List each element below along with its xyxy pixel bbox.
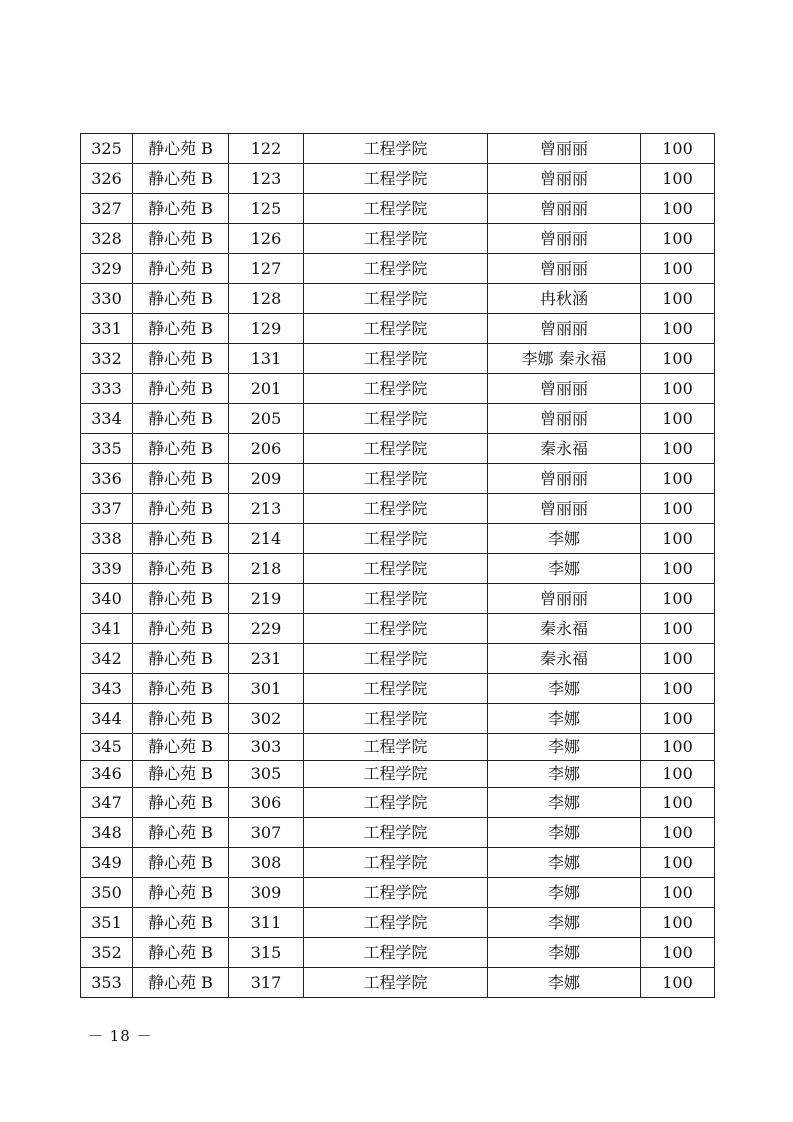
building-cell: 静心苑 B (133, 404, 229, 434)
table-row (81, 734, 715, 761)
row-number-cell: 352 (81, 938, 133, 968)
building-cell: 静心苑 B (133, 818, 229, 848)
college-cell: 工程学院 (304, 968, 488, 998)
counselor-cell: 李娜 (488, 788, 641, 818)
room-number-cell: 219 (229, 584, 304, 614)
score-cell: 100 (641, 134, 715, 164)
row-number-cell: 328 (81, 224, 133, 254)
table-row (81, 434, 715, 464)
college-cell: 工程学院 (304, 374, 488, 404)
table-row (81, 194, 715, 224)
building-cell: 静心苑 B (133, 734, 229, 761)
building-cell: 静心苑 B (133, 704, 229, 734)
table-row (81, 494, 715, 524)
table-row (81, 614, 715, 644)
score-cell: 100 (641, 788, 715, 818)
row-number-cell: 345 (81, 734, 133, 761)
college-cell: 工程学院 (304, 224, 488, 254)
table-row (81, 134, 715, 164)
building-cell: 静心苑 B (133, 344, 229, 374)
table-row (81, 314, 715, 344)
table-body (81, 134, 715, 998)
building-cell: 静心苑 B (133, 224, 229, 254)
row-number-cell: 339 (81, 554, 133, 584)
row-number-cell: 335 (81, 434, 133, 464)
college-cell: 工程学院 (304, 194, 488, 224)
building-cell: 静心苑 B (133, 164, 229, 194)
table-row (81, 584, 715, 614)
row-number-cell: 340 (81, 584, 133, 614)
score-cell: 100 (641, 908, 715, 938)
score-cell: 100 (641, 704, 715, 734)
building-cell: 静心苑 B (133, 878, 229, 908)
counselor-cell: 李娜 (488, 968, 641, 998)
building-cell: 静心苑 B (133, 584, 229, 614)
table-row (81, 284, 715, 314)
counselor-cell: 冉秋涵 (488, 284, 641, 314)
counselor-cell: 李娜 (488, 761, 641, 788)
table-row (81, 704, 715, 734)
college-cell: 工程学院 (304, 614, 488, 644)
room-number-cell: 303 (229, 734, 304, 761)
row-number-cell: 337 (81, 494, 133, 524)
room-number-cell: 309 (229, 878, 304, 908)
table-row (81, 404, 715, 434)
college-cell: 工程学院 (304, 704, 488, 734)
counselor-cell: 曾丽丽 (488, 164, 641, 194)
row-number-cell: 348 (81, 818, 133, 848)
college-cell: 工程学院 (304, 134, 488, 164)
row-number-cell: 346 (81, 761, 133, 788)
building-cell: 静心苑 B (133, 908, 229, 938)
score-cell: 100 (641, 584, 715, 614)
building-cell: 静心苑 B (133, 788, 229, 818)
counselor-cell: 曾丽丽 (488, 134, 641, 164)
building-cell: 静心苑 B (133, 761, 229, 788)
college-cell: 工程学院 (304, 164, 488, 194)
table-row (81, 818, 715, 848)
score-cell: 100 (641, 464, 715, 494)
building-cell: 静心苑 B (133, 674, 229, 704)
room-number-cell: 311 (229, 908, 304, 938)
counselor-cell: 李娜 秦永福 (488, 344, 641, 374)
row-number-cell: 343 (81, 674, 133, 704)
building-cell: 静心苑 B (133, 194, 229, 224)
college-cell: 工程学院 (304, 404, 488, 434)
college-cell: 工程学院 (304, 848, 488, 878)
counselor-cell: 曾丽丽 (488, 194, 641, 224)
counselor-cell: 李娜 (488, 938, 641, 968)
building-cell: 静心苑 B (133, 848, 229, 878)
counselor-cell: 曾丽丽 (488, 314, 641, 344)
room-number-cell: 206 (229, 434, 304, 464)
table-row (81, 344, 715, 374)
score-cell: 100 (641, 344, 715, 374)
building-cell: 静心苑 B (133, 374, 229, 404)
room-number-cell: 305 (229, 761, 304, 788)
college-cell: 工程学院 (304, 674, 488, 704)
table-row (81, 968, 715, 998)
room-number-cell: 127 (229, 254, 304, 284)
counselor-cell: 李娜 (488, 878, 641, 908)
room-number-cell: 218 (229, 554, 304, 584)
table-row (81, 164, 715, 194)
row-number-cell: 326 (81, 164, 133, 194)
college-cell: 工程学院 (304, 908, 488, 938)
building-cell: 静心苑 B (133, 314, 229, 344)
counselor-cell: 李娜 (488, 524, 641, 554)
table-row (81, 908, 715, 938)
row-number-cell: 338 (81, 524, 133, 554)
room-number-cell: 122 (229, 134, 304, 164)
counselor-cell: 李娜 (488, 908, 641, 938)
building-cell: 静心苑 B (133, 464, 229, 494)
score-cell: 100 (641, 194, 715, 224)
table-row (81, 788, 715, 818)
row-number-cell: 325 (81, 134, 133, 164)
counselor-cell: 李娜 (488, 848, 641, 878)
college-cell: 工程学院 (304, 878, 488, 908)
row-number-cell: 333 (81, 374, 133, 404)
room-number-cell: 231 (229, 644, 304, 674)
counselor-cell: 李娜 (488, 704, 641, 734)
row-number-cell: 331 (81, 314, 133, 344)
building-cell: 静心苑 B (133, 134, 229, 164)
score-cell: 100 (641, 494, 715, 524)
counselor-cell: 李娜 (488, 674, 641, 704)
building-cell: 静心苑 B (133, 284, 229, 314)
college-cell: 工程学院 (304, 284, 488, 314)
room-number-cell: 306 (229, 788, 304, 818)
table-row (81, 674, 715, 704)
counselor-cell: 李娜 (488, 818, 641, 848)
room-number-cell: 302 (229, 704, 304, 734)
score-cell: 100 (641, 938, 715, 968)
table-row (81, 524, 715, 554)
room-number-cell: 129 (229, 314, 304, 344)
score-cell: 100 (641, 848, 715, 878)
row-number-cell: 330 (81, 284, 133, 314)
row-number-cell: 351 (81, 908, 133, 938)
row-number-cell: 329 (81, 254, 133, 284)
college-cell: 工程学院 (304, 434, 488, 464)
score-cell: 100 (641, 284, 715, 314)
counselor-cell: 曾丽丽 (488, 584, 641, 614)
room-number-cell: 214 (229, 524, 304, 554)
table-row (81, 254, 715, 284)
row-number-cell: 332 (81, 344, 133, 374)
score-cell: 100 (641, 164, 715, 194)
building-cell: 静心苑 B (133, 614, 229, 644)
counselor-cell: 李娜 (488, 734, 641, 761)
college-cell: 工程学院 (304, 761, 488, 788)
building-cell: 静心苑 B (133, 968, 229, 998)
row-number-cell: 347 (81, 788, 133, 818)
row-number-cell: 350 (81, 878, 133, 908)
counselor-cell: 秦永福 (488, 644, 641, 674)
building-cell: 静心苑 B (133, 434, 229, 464)
table-row (81, 938, 715, 968)
college-cell: 工程学院 (304, 254, 488, 284)
room-number-cell: 229 (229, 614, 304, 644)
row-number-cell: 341 (81, 614, 133, 644)
score-cell: 100 (641, 644, 715, 674)
table-row (81, 878, 715, 908)
room-number-cell: 131 (229, 344, 304, 374)
room-number-cell: 201 (229, 374, 304, 404)
building-cell: 静心苑 B (133, 254, 229, 284)
college-cell: 工程学院 (304, 494, 488, 524)
counselor-cell: 秦永福 (488, 434, 641, 464)
college-cell: 工程学院 (304, 938, 488, 968)
score-cell: 100 (641, 878, 715, 908)
score-cell: 100 (641, 818, 715, 848)
row-number-cell: 353 (81, 968, 133, 998)
room-number-cell: 213 (229, 494, 304, 524)
building-cell: 静心苑 B (133, 494, 229, 524)
score-cell: 100 (641, 314, 715, 344)
table-row (81, 761, 715, 788)
table-row (81, 644, 715, 674)
score-cell: 100 (641, 554, 715, 584)
counselor-cell: 曾丽丽 (488, 254, 641, 284)
score-cell: 100 (641, 614, 715, 644)
score-cell: 100 (641, 434, 715, 464)
college-cell: 工程学院 (304, 554, 488, 584)
room-number-cell: 128 (229, 284, 304, 314)
score-cell: 100 (641, 524, 715, 554)
counselor-cell: 曾丽丽 (488, 494, 641, 524)
score-cell: 100 (641, 734, 715, 761)
college-cell: 工程学院 (304, 584, 488, 614)
table-row (81, 848, 715, 878)
table-row (81, 374, 715, 404)
room-number-cell: 209 (229, 464, 304, 494)
room-number-cell: 301 (229, 674, 304, 704)
row-number-cell: 336 (81, 464, 133, 494)
row-number-cell: 342 (81, 644, 133, 674)
college-cell: 工程学院 (304, 788, 488, 818)
table-row (81, 554, 715, 584)
building-cell: 静心苑 B (133, 644, 229, 674)
table-row (81, 464, 715, 494)
counselor-cell: 曾丽丽 (488, 374, 641, 404)
score-cell: 100 (641, 404, 715, 434)
row-number-cell: 327 (81, 194, 133, 224)
college-cell: 工程学院 (304, 734, 488, 761)
score-cell: 100 (641, 224, 715, 254)
building-cell: 静心苑 B (133, 554, 229, 584)
room-number-cell: 205 (229, 404, 304, 434)
college-cell: 工程学院 (304, 524, 488, 554)
counselor-cell: 曾丽丽 (488, 224, 641, 254)
room-number-cell: 315 (229, 938, 304, 968)
score-cell: 100 (641, 761, 715, 788)
score-cell: 100 (641, 968, 715, 998)
counselor-cell: 李娜 (488, 554, 641, 584)
score-cell: 100 (641, 674, 715, 704)
table-row (81, 224, 715, 254)
row-number-cell: 349 (81, 848, 133, 878)
building-cell: 静心苑 B (133, 938, 229, 968)
room-number-cell: 317 (229, 968, 304, 998)
college-cell: 工程学院 (304, 644, 488, 674)
college-cell: 工程学院 (304, 344, 488, 374)
room-number-cell: 308 (229, 848, 304, 878)
room-number-cell: 125 (229, 194, 304, 224)
room-number-cell: 126 (229, 224, 304, 254)
counselor-cell: 秦永福 (488, 614, 641, 644)
row-number-cell: 334 (81, 404, 133, 434)
room-number-cell: 307 (229, 818, 304, 848)
dorm-score-table (80, 133, 715, 998)
row-number-cell: 344 (81, 704, 133, 734)
college-cell: 工程学院 (304, 314, 488, 344)
counselor-cell: 曾丽丽 (488, 464, 641, 494)
score-cell: 100 (641, 254, 715, 284)
room-number-cell: 123 (229, 164, 304, 194)
score-cell: 100 (641, 374, 715, 404)
counselor-cell: 曾丽丽 (488, 404, 641, 434)
page-number: － 18 － (88, 1027, 153, 1045)
college-cell: 工程学院 (304, 818, 488, 848)
building-cell: 静心苑 B (133, 524, 229, 554)
college-cell: 工程学院 (304, 464, 488, 494)
